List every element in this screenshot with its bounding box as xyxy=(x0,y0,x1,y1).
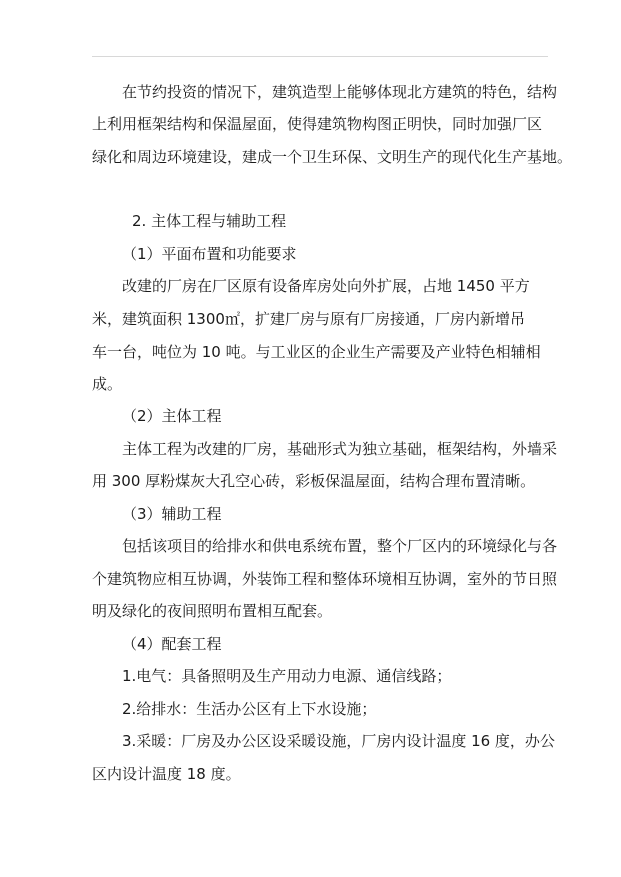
sub3-line-1: 包括该项目的给排水和供电系统布置，整个厂区内的环境绿化与各 xyxy=(122,537,558,555)
sub3-line-2: 个建筑物应相互协调，外装饰工程和整体环境相互协调，室外的节日照 xyxy=(92,570,558,588)
subsection-3-heading: （3）辅助工程 xyxy=(122,505,222,523)
sub1-line-1: 改建的厂房在厂区原有设备库房处向外扩展，占地 1450 平方 xyxy=(122,277,530,295)
sub4-item-2: 2.给排水：生活办公区有上下水设施； xyxy=(122,700,377,718)
sub3-line-3: 明及绿化的夜间照明布置相互配套。 xyxy=(92,602,333,620)
sub2-line-1: 主体工程为改建的厂房，基础形式为独立基础，框架结构，外墙采 xyxy=(122,440,558,458)
sub1-line-3: 车一台，吨位为 10 吨。与工业区的企业生产需要及产业特色相辅相 xyxy=(92,343,541,361)
sub4-item-3-cont: 区内设计温度 18 度。 xyxy=(92,765,241,783)
section-title: 2. 主体工程与辅助工程 xyxy=(132,212,287,230)
subsection-4-heading: （4）配套工程 xyxy=(122,635,222,653)
sub1-line-2: 米，建筑面积 1300㎡，扩建厂房与原有厂房接通，厂房内新增吊 xyxy=(92,310,525,328)
header-rule xyxy=(92,56,548,57)
sub4-item-3: 3.采暖：厂房及办公区设采暖设施，厂房内设计温度 16 度，办公 xyxy=(122,732,555,750)
subsection-2-heading: （2）主体工程 xyxy=(122,407,222,425)
intro-line-2: 上利用框架结构和保温屋面，使得建筑物构图正明快，同时加强厂区 xyxy=(92,115,543,133)
subsection-1-heading: （1）平面布置和功能要求 xyxy=(122,245,297,263)
intro-line-1: 在节约投资的情况下，建筑造型上能够体现北方建筑的特色，结构 xyxy=(122,83,558,101)
sub2-line-2: 用 300 厚粉煤灰大孔空心砖，彩板保温屋面，结构合理布置清晰。 xyxy=(92,472,536,490)
sub4-item-1: 1.电气：具备照明及生产用动力电源、通信线路； xyxy=(122,667,452,685)
intro-line-3: 绿化和周边环境建设，建成一个卫生环保、文明生产的现代化生产基地。 xyxy=(92,148,573,166)
sub1-line-4: 成。 xyxy=(92,375,123,393)
